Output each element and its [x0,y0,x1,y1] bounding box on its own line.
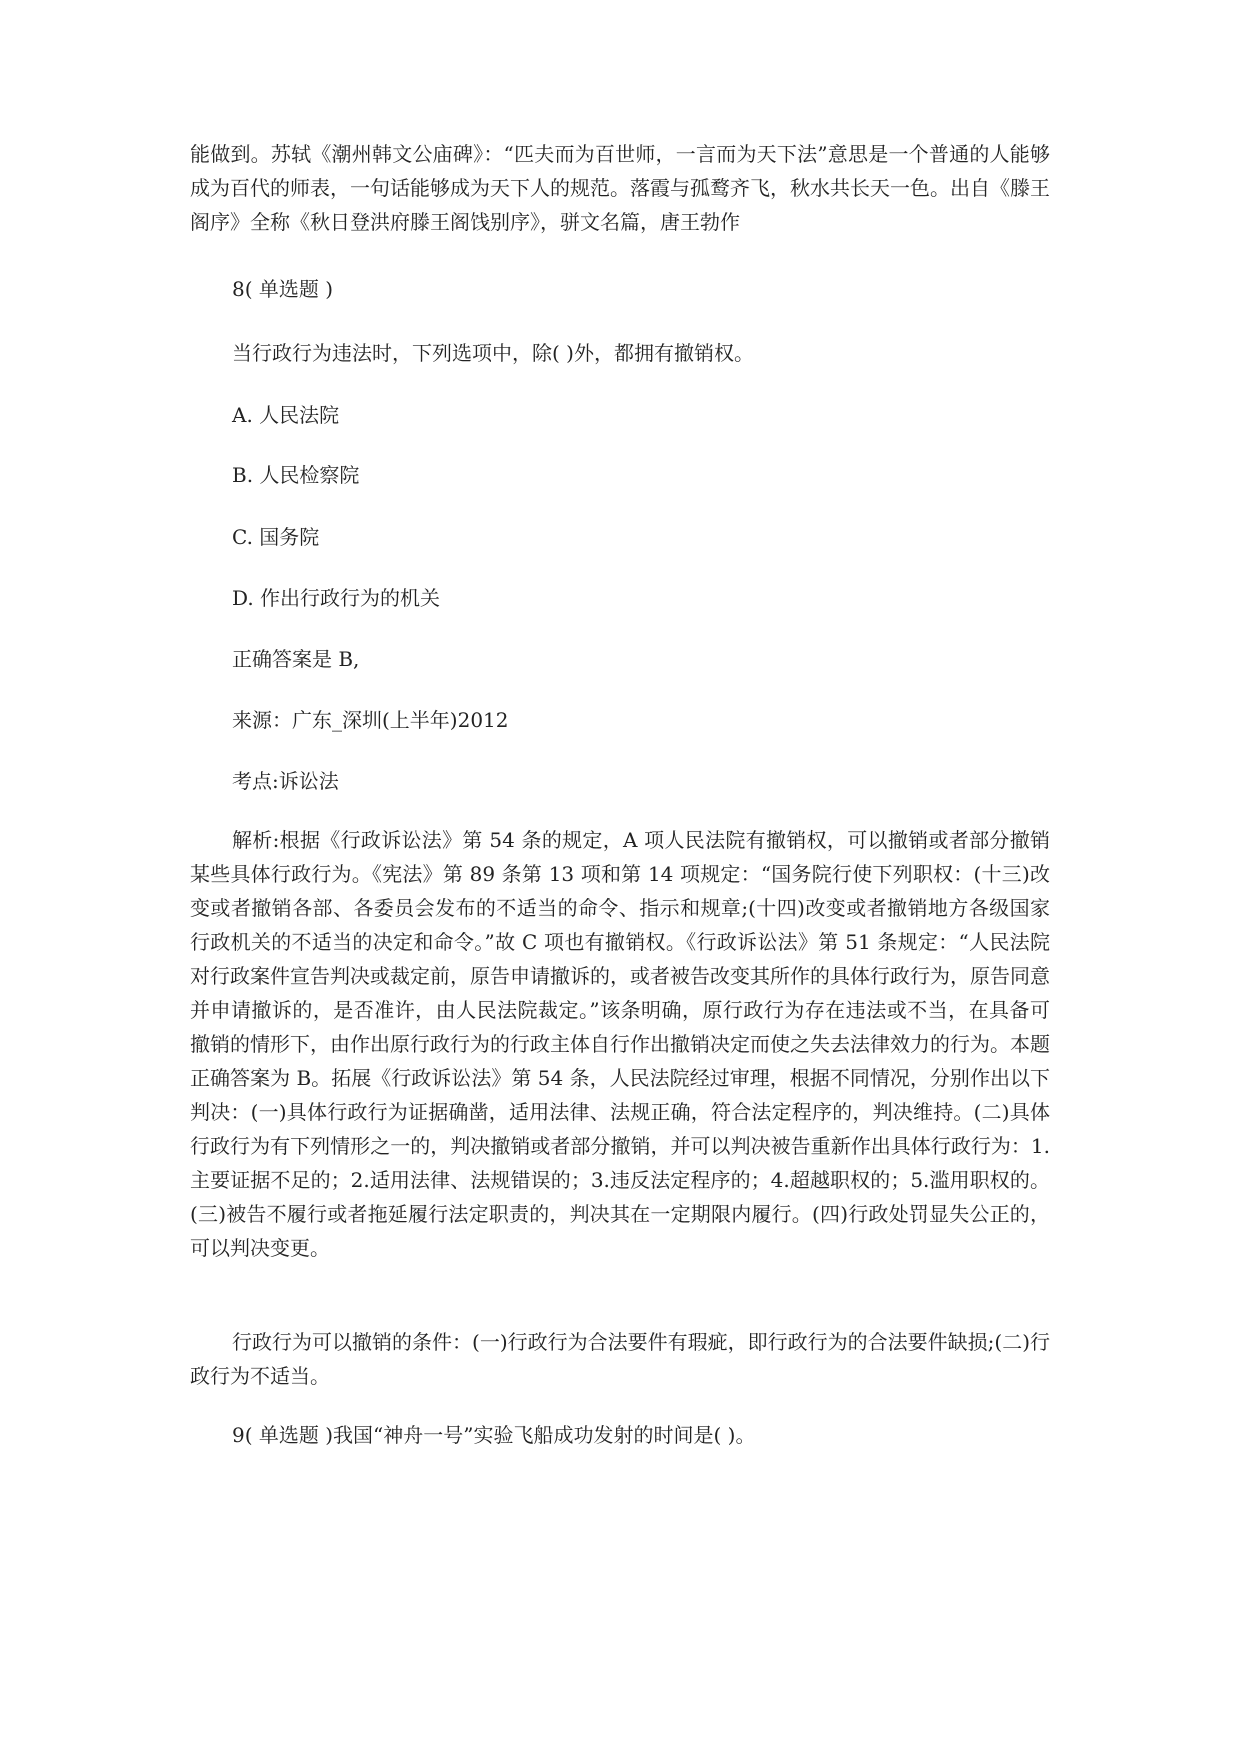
question-source: 来源：广东_深圳(上半年)2012 [232,708,509,732]
question-8-stem: 当行政行为违法时，下列选项中，除( )外，都拥有撤销权。 [232,341,754,365]
option-d: D. 作出行政行为的机关 [232,586,441,610]
answer-analysis: 解析:根据《行政诉讼法》第 54 条的规定，A 项人民法院有撤销权，可以撤销或者部分撤销某些具体行政行为。《宪法》第 89 条第 13 项和第 14 项规定：“国务院行使下列职权：(十三)改变或者撤销各部、各委员会发布的不适当的命令、指示和规章;(十四)改变或者撤销地方各级国家行政机关的不适当的决定和命令。”故 C 项也有撤销权。《行政诉讼法》第 51 条规定：“人民法院对行政案件宣告判决或裁定前，原告申请撤诉的，或者被告改变其所作的具体行政行为，原告同意并申请撤诉的，是否准许，由人民法院裁定。”该条明确，原行政行为存在违法或不当，在具备可撤销的情形下，由作出原行政行为的行政主体自行作出撤销决定而使之失去法律效力的行为。本题正确答案为 B。拓展《行政诉讼法》第 54 条，人民法院经过审理，根据不同情况，分别作出以下判决：(一)具体行政行为证据确凿，适用法律、法规正确，符合法定程序的，判决维持。(二)具体行政行为有下列情形之一的，判决撤销或者部分撤销，并可以判决被告重新作出具体行政行为：1.主要证据不足的；2.适用法律、法规错误的；3.违反法定程序的；4.超越职权的；5.滥用职权的。(三)被告不履行或者拖延履行法定职责的，判决其在一定期限内履行。(四)行政处罚显失公正的，可以判决变更。 [190,828,1050,1260]
question-8-number: 8( 单选题 ) [232,277,334,301]
correct-answer: 正确答案是 B, [232,647,360,671]
option-c: C. 国务院 [232,525,320,549]
question-9-line: 9( 单选题 )我国“神舟一号”实验飞船成功发射的时间是( )。 [232,1423,756,1447]
question-topic: 考点:诉讼法 [232,769,339,793]
option-b: B. 人民检察院 [232,463,360,487]
continuation-paragraph: 能做到。苏轼《潮州韩文公庙碑》：“匹夫而为百世师，一言而为天下法”意思是一个普通的人能够成为百代的师表，一句话能够成为天下人的规范。落霞与孤鹜齐飞，秋水共长天一色。出自《滕王阁序》全称《秋日登洪府滕王阁饯别序》，骈文名篇，唐王勃作 [190,142,1050,234]
option-a: A. 人民法院 [232,403,340,427]
revocation-conditions: 行政行为可以撤销的条件：(一)行政行为合法要件有瑕疵，即行政行为的合法要件缺损;(二)行政行为不适当。 [190,1330,1050,1388]
